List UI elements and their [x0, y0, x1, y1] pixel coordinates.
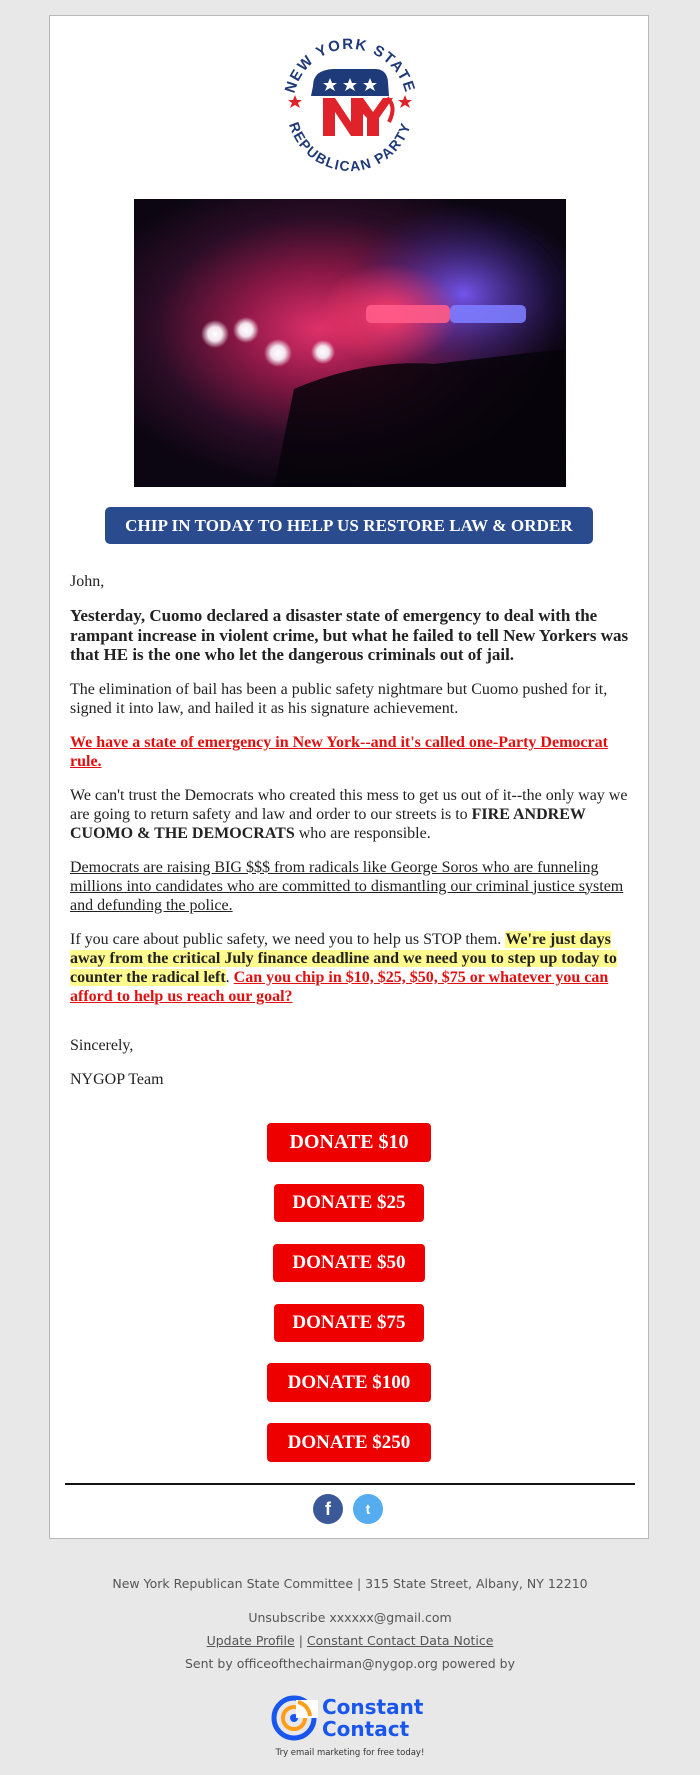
emergency-link[interactable]: We have a state of emergency in New York--and it's called one-Party Democrat rule.	[70, 733, 608, 770]
closing: Sincerely,	[70, 1036, 134, 1054]
donate-25-button[interactable]: DONATE $25	[274, 1184, 424, 1222]
logo-bottom-text: REPUBLICAN PARTY	[286, 119, 414, 175]
paragraph-lead: Yesterday, Cuomo declared a disaster state of emergency to deal with the rampant increase in violent crime, but what he failed to tell New Yorkers was that HE is the one who let the dangerous criminals out of jail.	[70, 606, 629, 664]
chip-in-link[interactable]: Can you chip in $10, $25, $50, $75 or whatever you can afford to help us reach our goal?	[70, 968, 609, 1005]
sent-by-text: Sent by officeofthechairman@nygop.org powered by	[184, 1656, 516, 1671]
paragraph-soros: Democrats are raising BIG $$$ from radicals like George Soros who are funneling millions into candidates who are committed to dismantling our criminal justice system and defunding the police.	[70, 858, 624, 914]
logo-star-right-icon	[398, 95, 412, 108]
unsubscribe-link[interactable]: Unsubscribe xxxxxx@gmail.com	[248, 1610, 452, 1625]
greeting: John,	[70, 573, 105, 590]
fire-cuomo-text: FIRE ANDREW CUOMO & THE DEMOCRATS	[70, 805, 586, 842]
donate-100-button[interactable]: DONATE $100	[267, 1363, 431, 1402]
nygop-logo	[275, 26, 425, 186]
email-card	[49, 15, 649, 1539]
deadline-highlight: We're just days away from the critical July finance deadline and we need you to step up today to counter the radical left	[70, 930, 617, 986]
facebook-icon[interactable]: f	[313, 1494, 343, 1524]
footer-links: Update Profile | Constant Contact Data Notice	[206, 1633, 494, 1648]
donate-75-button[interactable]: DONATE $75	[274, 1304, 424, 1342]
logo-star-left-icon	[288, 95, 302, 108]
paragraph-deadline: If you care about public safety, we need you to help us STOP them. We're just days away from the critical July finance deadline and we need you to step up today to counter the radical left. Can you chip in $10, $25, $50, $75 or whatever you can afford to help us reach our goal?	[70, 930, 617, 1005]
paragraph-fire: We can't trust the Democrats who created this mess to get us out of it--the only way we are going to return safety and law and order to our streets is to FIRE ANDREW CUOMO & THE DEMOCRATS who are responsible.	[70, 786, 628, 842]
ny-monogram-icon	[323, 98, 393, 136]
donate-50-button[interactable]: DONATE $50	[273, 1244, 425, 1282]
footer-address: New York Republican State Committee | 315 State Street, Albany, NY 12210	[112, 1576, 588, 1591]
brand-tagline: Try email marketing for free today!	[275, 1748, 425, 1758]
letter-body	[70, 572, 630, 1104]
brand-line-2: Contact	[322, 1717, 410, 1741]
footer-divider	[65, 1483, 635, 1485]
chip-in-cta-button[interactable]: CHIP IN TODAY TO HELP US RESTORE LAW & ORDER	[105, 507, 593, 544]
signature: NYGOP Team	[70, 1070, 164, 1088]
hero-image	[134, 199, 566, 487]
constant-contact-logo[interactable]	[270, 1690, 430, 1760]
donate-250-button[interactable]: DONATE $250	[267, 1423, 431, 1462]
paragraph-bail: The elimination of bail has been a public safety nightmare but Cuomo pushed for it, signed it into law, and hailed it as his signature achievement.	[70, 680, 608, 717]
twitter-icon[interactable]: t	[353, 1494, 383, 1524]
brand-line-1: Constant	[322, 1695, 424, 1719]
logo-top-text: NEW YORK STATE	[281, 35, 419, 96]
donate-10-button[interactable]: DONATE $10	[267, 1123, 431, 1162]
data-notice-link[interactable]: Constant Contact Data Notice	[306, 1633, 494, 1648]
update-profile-link[interactable]: Update Profile	[206, 1633, 295, 1648]
